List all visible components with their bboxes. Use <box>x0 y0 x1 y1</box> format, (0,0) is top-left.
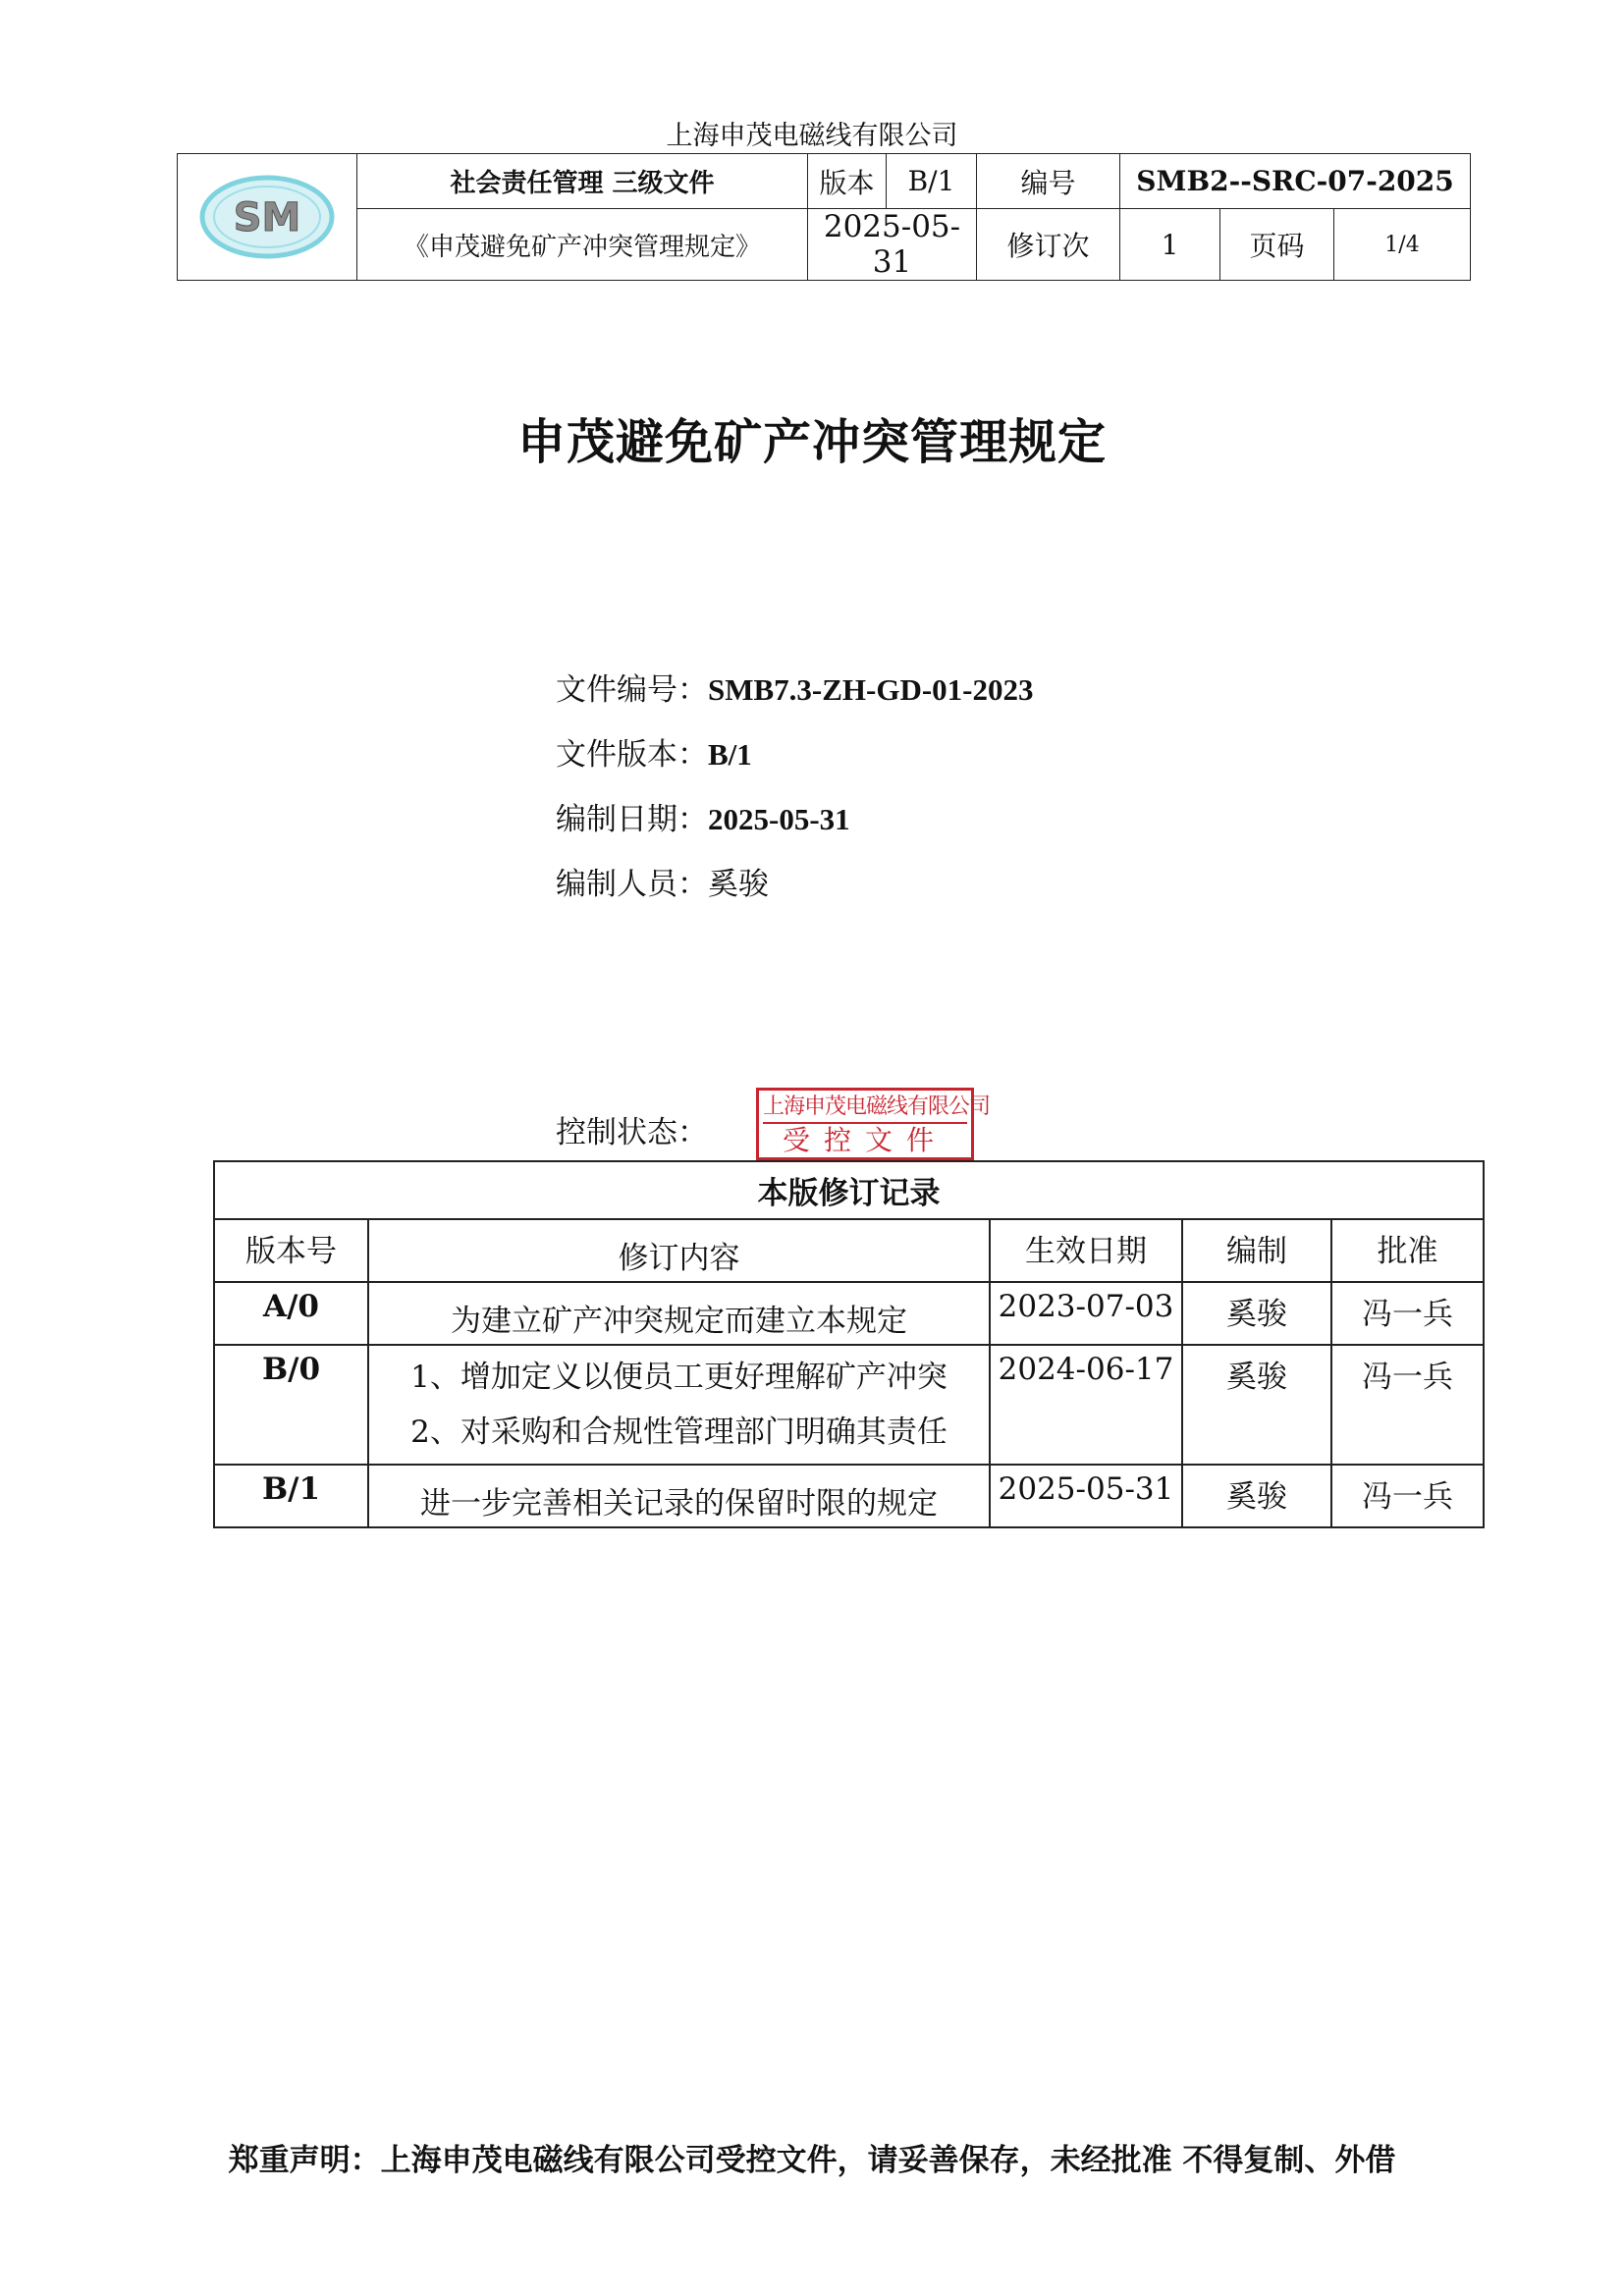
column-header: 生效日期 <box>990 1219 1182 1282</box>
category-cell: 社会责任管理 三级文件 <box>357 154 808 209</box>
document-header-table <box>177 153 1471 281</box>
content-cell: 为建立矿产冲突规定而建立本规定 <box>368 1282 990 1345</box>
column-header: 修订内容 <box>368 1219 990 1282</box>
info-label: 编制人员： <box>556 867 708 902</box>
page-label: 页码 <box>1220 209 1334 281</box>
approver-cell: 冯一兵 <box>1331 1282 1484 1345</box>
info-row-version <box>556 722 1034 787</box>
content-cell <box>368 1345 990 1465</box>
table-row <box>214 1465 1484 1527</box>
table-row <box>214 1282 1484 1345</box>
approver-cell: 冯一兵 <box>1331 1465 1484 1527</box>
revision-value: 1 <box>1120 209 1220 281</box>
stamp-company: 上海申茂电磁线有限公司 <box>763 1093 967 1124</box>
version-value: B/1 <box>887 154 977 209</box>
info-value: SMB7.3-ZH-GD-01-2023 <box>708 672 1034 707</box>
info-row-date <box>556 787 1034 852</box>
info-value: 2025-05-31 <box>708 802 850 836</box>
version-label: 版本 <box>808 154 887 209</box>
date-cell: 2025-05-31 <box>990 1465 1182 1527</box>
version-cell: B/0 <box>214 1345 368 1465</box>
revision-table-caption: 本版修订记录 <box>214 1161 1484 1219</box>
number-value: SMB2--SRC-07-2025 <box>1120 154 1471 209</box>
author-cell: 奚骏 <box>1182 1465 1331 1527</box>
column-header: 批准 <box>1331 1219 1484 1282</box>
date-cell: 2023-07-03 <box>990 1282 1182 1345</box>
revision-record-table <box>213 1160 1485 1528</box>
info-label: 编制日期： <box>556 802 708 837</box>
info-value: 奚骏 <box>708 867 769 901</box>
version-cell: B/1 <box>214 1465 368 1527</box>
company-name-header: 上海申茂电磁线有限公司 <box>666 121 958 151</box>
content-line: 1、增加定义以便员工更好理解矿产冲突 <box>410 1360 947 1395</box>
logo-text: SM <box>233 195 301 240</box>
page-value: 1/4 <box>1334 209 1471 281</box>
column-header: 编制 <box>1182 1219 1331 1282</box>
company-logo <box>198 172 336 262</box>
info-row-author <box>556 852 1034 917</box>
column-header: 版本号 <box>214 1219 368 1282</box>
document-info <box>556 658 1034 917</box>
info-value: B/1 <box>708 737 752 772</box>
date-cell: 2024-06-17 <box>990 1345 1182 1465</box>
content-line: 2、对采购和合规性管理部门明确其责任 <box>410 1415 947 1450</box>
stamp-text: 受控文件 <box>782 1124 947 1156</box>
info-label: 文件版本： <box>556 737 708 773</box>
number-label: 编号 <box>977 154 1120 209</box>
approver-cell: 冯一兵 <box>1331 1345 1484 1465</box>
content-cell: 进一步完善相关记录的保留时限的规定 <box>368 1465 990 1527</box>
info-row-doc-number <box>556 658 1034 722</box>
version-cell: A/0 <box>214 1282 368 1345</box>
doc-name-cell: 《申茂避免矿产冲突管理规定》 <box>357 209 808 281</box>
revision-label: 修订次 <box>977 209 1120 281</box>
document-title: 申茂避免矿产冲突管理规定 <box>516 414 1107 470</box>
footer-disclaimer: 郑重声明：上海申茂电磁线有限公司受控文件，请妥善保存，未经批准 不得复制、外借 <box>228 2143 1396 2178</box>
author-cell: 奚骏 <box>1182 1345 1331 1465</box>
info-label: 文件编号： <box>556 672 708 708</box>
logo-cell <box>178 154 357 281</box>
table-row <box>214 1345 1484 1465</box>
controlled-document-stamp <box>756 1088 991 1160</box>
date-cell: 2025-05-31 <box>808 209 977 281</box>
author-cell: 奚骏 <box>1182 1282 1331 1345</box>
control-status-label: 控制状态： <box>556 1115 708 1150</box>
